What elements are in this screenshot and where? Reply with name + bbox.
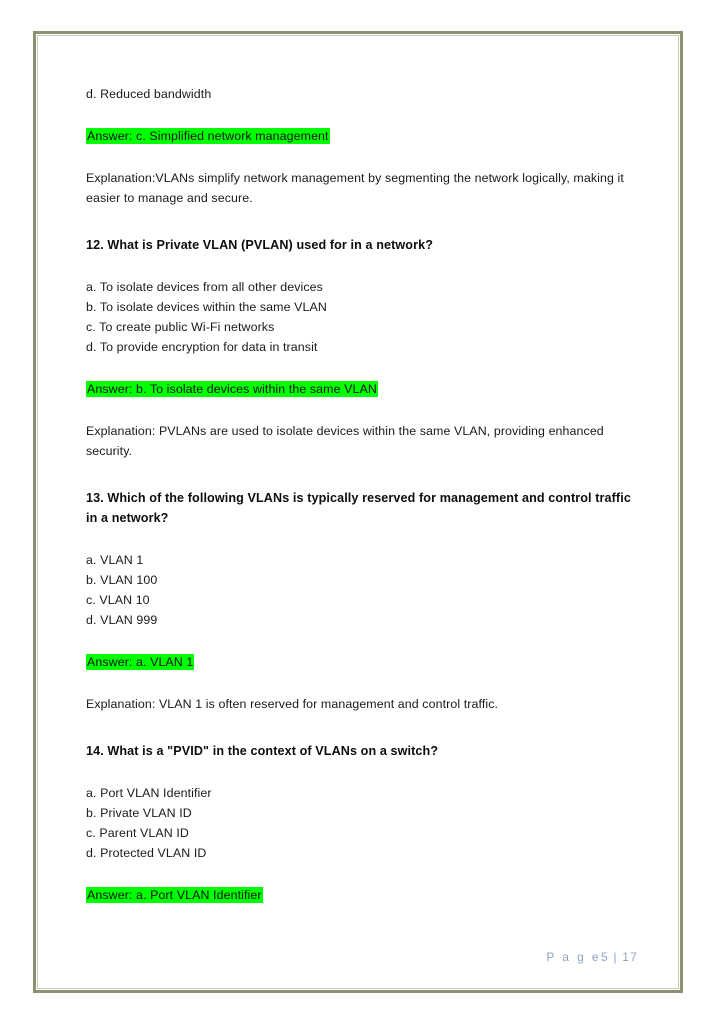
- question-14-option-b: b. Private VLAN ID: [86, 806, 192, 820]
- spacer: [86, 714, 638, 741]
- previous-question-explanation: Explanation:VLANs simplify network management by segmenting the network logically, making it easier to manage and secure.: [86, 171, 624, 205]
- question-12-explanation: Explanation: PVLANs are used to isolate devices within the same VLAN, providing enhanced security.: [86, 424, 604, 458]
- question-14-answer: [86, 885, 638, 905]
- question-13-option-d: d. VLAN 999: [86, 613, 158, 627]
- previous-question-answer: [86, 126, 638, 146]
- answer-highlight: Answer: a. Port VLAN Identifier: [87, 888, 262, 902]
- question-14-option-c: c. Parent VLAN ID: [86, 826, 189, 840]
- spacer: [86, 863, 638, 885]
- question-12-answer: [86, 379, 638, 399]
- question-13-option-c: c. VLAN 10: [86, 593, 150, 607]
- question-14-option-a: a. Port VLAN Identifier: [86, 786, 212, 800]
- page-footer: [86, 950, 638, 964]
- spacer: [86, 461, 638, 488]
- spacer: [86, 146, 638, 168]
- previous-question-option-d: d. Reduced bandwidth: [86, 87, 212, 101]
- spacer: [86, 399, 638, 421]
- spacer: [86, 208, 638, 235]
- question-12-option-b: b. To isolate devices within the same VLAN: [86, 300, 327, 314]
- answer-highlight: Answer: b. To isolate devices within the same VLAN: [87, 382, 377, 396]
- question-14-title: 14. What is a "PVID" in the context of VLANs on a switch?: [86, 744, 439, 758]
- question-13-option-a: a. VLAN 1: [86, 553, 144, 567]
- footer-page-numbers: 5 | 17: [600, 950, 638, 964]
- spacer: [86, 255, 638, 277]
- spacer: [86, 357, 638, 379]
- question-12-title: 12. What is Private VLAN (PVLAN) used for in a network?: [86, 238, 433, 252]
- answer-highlight: Answer: a. VLAN 1: [87, 655, 194, 669]
- footer-page-word: P a g e: [546, 950, 601, 964]
- spacer: [86, 761, 638, 783]
- spacer: [86, 104, 638, 126]
- question-13-title: 13. Which of the following VLANs is typically reserved for management and control traffic in a network?: [86, 491, 631, 525]
- page-content: [86, 84, 638, 905]
- question-13-option-b: b. VLAN 100: [86, 573, 158, 587]
- answer-highlight: Answer: c. Simplified network management: [87, 129, 329, 143]
- question-12-options: [86, 277, 638, 357]
- spacer: [86, 672, 638, 694]
- question-12-option-a: a. To isolate devices from all other devices: [86, 280, 323, 294]
- spacer: [86, 528, 638, 550]
- question-14-option-d: d. Protected VLAN ID: [86, 846, 207, 860]
- spacer: [86, 630, 638, 652]
- question-13-explanation: Explanation: VLAN 1 is often reserved for management and control traffic.: [86, 697, 499, 711]
- question-12-option-d: d. To provide encryption for data in transit: [86, 340, 318, 354]
- question-12-option-c: c. To create public Wi-Fi networks: [86, 320, 275, 334]
- question-14-options: [86, 783, 638, 863]
- question-13-answer: [86, 652, 638, 672]
- question-13-options: [86, 550, 638, 630]
